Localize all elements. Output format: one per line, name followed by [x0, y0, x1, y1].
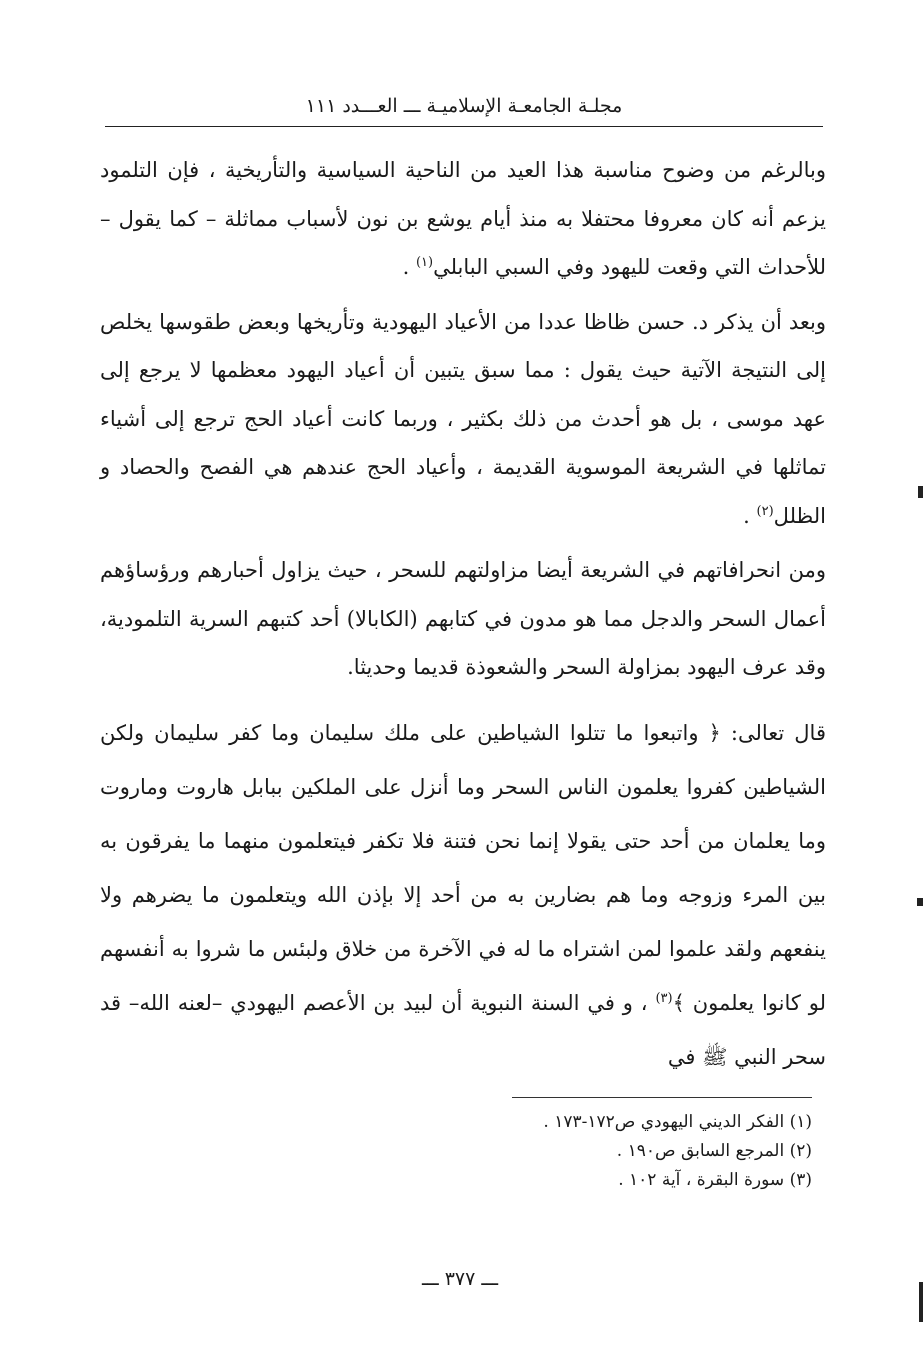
footnote-ref-1[interactable]: (١) — [415, 255, 434, 270]
scan-mark — [917, 898, 923, 906]
paragraph-3-text: ومن انحرافاتهم في الشريعة أيضا مزاولتهم للسحر ، حيث يزاول أحبارهم ورؤساؤهم أعمال السحر والدجل مما هو مدون في كتابهم (الكابالا) أحد كتبهم السرية التلمودية، وقد عرف اليهود بمزاولة السحر والشعوذة قديما وحديثا. — [100, 558, 826, 679]
footnote-2: (٢) المرجع السابق ص١٩٠ . — [616, 1141, 812, 1161]
paragraph-2-end: . — [743, 503, 757, 528]
page-number: ـــ ٣٧٧ ـــ — [421, 1268, 499, 1290]
paragraph-2 — [100, 298, 826, 541]
footnote-1: (١) الفكر الديني اليهودي ص١٧٢-١٧٣ . — [543, 1112, 812, 1132]
paragraph-3 — [100, 546, 826, 692]
footnote-ref-3[interactable]: (٣) — [655, 990, 673, 1006]
paragraph-1-end: . — [402, 255, 416, 279]
body-text — [100, 146, 826, 1084]
header-divider — [105, 126, 823, 127]
quran-quotation-paragraph — [100, 706, 826, 1084]
quran-quotation-text: قال تعالى: ﴿ واتبعوا ما تتلوا الشياطين على ملك سليمان وما كفر سليمان ولكن الشياطين كفروا يعلمون الناس السحر وما أنزل على الملكين ببابل هاروت وماروت وما يعلمان من أحد حتى يقولا إنما نحن فتنة فلا تكفر فيتعلمون منهما ما يفرقون به بين المرء وزوجه وما هم بضارين به من أحد إلا بإذن الله ويتعلمون ما يضرهم ولا ينفعهم ولقد علموا لمن اشتراه ما له في الآخرة من خلاق ولبئس ما شروا به أنفسهم لو كانوا يعلمون ﴾ — [100, 720, 827, 1015]
footnote-3: (٣) سورة البقرة ، آية ١٠٢ . — [618, 1170, 812, 1190]
footnote-ref-2[interactable]: (٢) — [756, 503, 774, 519]
footnote-divider — [512, 1097, 812, 1098]
running-header: مجلـة الجامعـة الإسلاميـة ـــ العـــدد ١١١ — [305, 95, 623, 117]
scan-mark — [919, 1282, 923, 1322]
paragraph-2-text: وبعد أن يذكر د. حسن ظاظا عددا من الأعياد اليهودية وتأريخها وبعض طقوسها يخلص إلى النتيجة الآتية حيث يقول : مما سبق يتبين أن أعياد اليهود معظمها لا يرجع إلى عهد موسى ، بل هو أحدث من ذلك بكثير ، وربما كانت أعياد الحج ترجع إلى أشياء تماثلها في الشريعة الموسوية القديمة ، وأعياد الحج عندهم هي الفصح والحصاد و الظلل — [100, 309, 826, 528]
scan-mark — [918, 486, 923, 498]
quran-paragraph-continuation: ، و في السنة النبوية أن لبيد بن الأعصم اليهودي –لعنه الله– قد سحر النبي ﷺ في — [100, 990, 826, 1069]
footnotes — [100, 1108, 812, 1195]
paragraph-1 — [100, 146, 826, 292]
paragraph-1-text: وبالرغم من وضوح مناسبة هذا العيد من الناحية السياسية والتأريخية ، فإن التلمود يزعم أنه كان معروفا محتفلا به منذ أيام يوشع بن نون لأسباب مماثلة – كما يقول – للأحداث التي وقعت لليهود وفي السبي البابلي — [100, 158, 826, 279]
